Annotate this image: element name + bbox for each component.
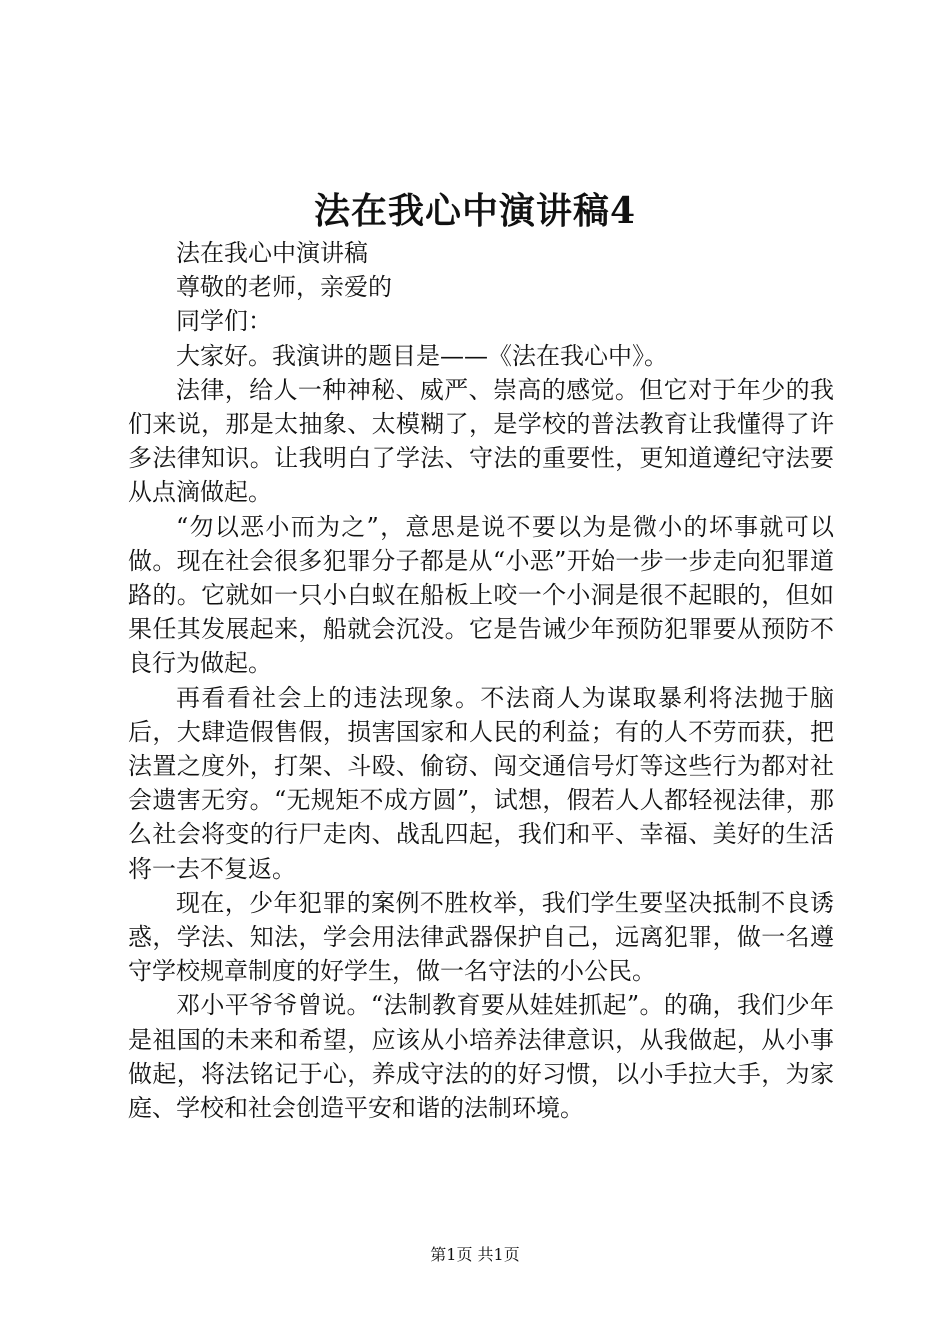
document-body (128, 236, 834, 1125)
paragraph-body-3: 再看看社会上的违法现象。不法商人为谋取暴利将法抛于脑后，大肆造假售假，损害国家和人民的利益；有的人不劳而获，把法置之度外，打架、斗殴、偷窃、闯交通信号灯等这些行为都对社会遗害无穷。“无规矩不成方圆”，试想，假若人人都轻视法律，那么社会将变的行尸走肉、战乱四起，我们和平、幸福、美好的生活将一去不复返。 (128, 683, 834, 883)
document-title: 法在我心中演讲稿4 (313, 190, 637, 232)
paragraph-subtitle: 法在我心中演讲稿 (176, 239, 368, 267)
page-number-footer: 第1页 共1页 (430, 1245, 520, 1264)
paragraph-addressee: 同学们： (176, 307, 272, 336)
paragraph-intro: 大家好。我演讲的题目是——《法在我心中》。 (176, 341, 668, 370)
paragraph-body-1: 法律，给人一种神秘、威严、崇高的感觉。但它对于年少的我们来说，那是太抽象、太模糊了，是学校的普法教育让我懂得了许多法律知识。让我明白了学法、守法的重要性，更知道遵纪守法要从点滴做起。 (128, 375, 834, 507)
paragraph-greeting: 尊敬的老师，亲爱的 (176, 273, 392, 302)
paragraph-body-5: 邓小平爷爷曾说。“法制教育要从娃娃抓起”。的确，我们少年是祖国的未来和希望，应该从小培养法律意识，从我做起，从小事做起，将法铭记于心，养成守法的的好习惯，以小手拉大手，为家庭、学校和社会创造平安和谐的法制环境。 (128, 991, 834, 1123)
paragraph-body-2: “勿以恶小而为之”，意思是说不要以为是微小的坏事就可以做。现在社会很多犯罪分子都是从“小恶”开始一步一步走向犯罪道路的。它就如一只小白蚁在船板上咬一个小洞是很不起眼的，但如果任其发展起来，船就会沉没。它是告诫少年预防犯罪要从预防不良行为做起。 (128, 512, 834, 678)
paragraph-body-4: 现在，少年犯罪的案例不胜枚举，我们学生要坚决抵制不良诱惑，学法、知法，学会用法律武器保护自己，远离犯罪，做一名遵守学校规章制度的好学生，做一名守法的小公民。 (128, 888, 834, 986)
